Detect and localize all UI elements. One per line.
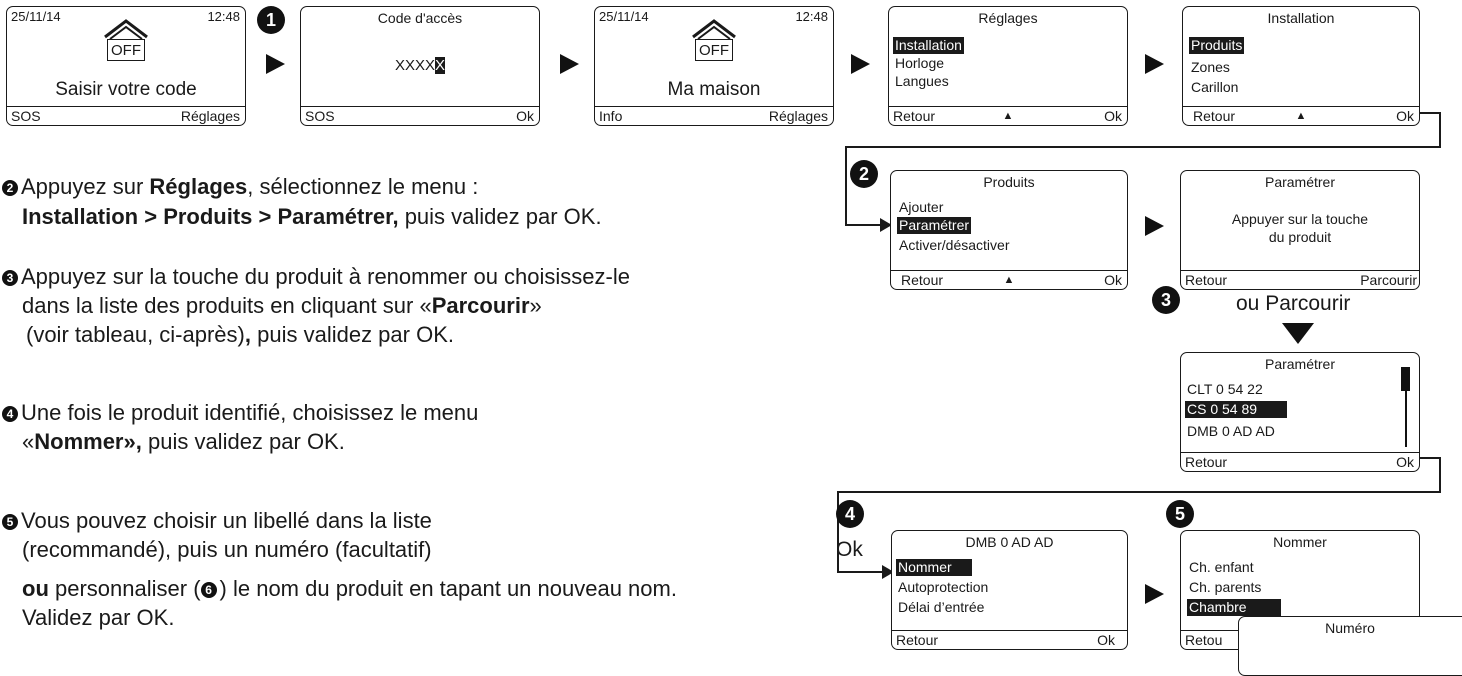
screen-message: Ma maison <box>667 79 761 100</box>
step-badge-2: 2 <box>850 160 878 188</box>
menu-item-ajouter[interactable]: Ajouter <box>899 199 944 215</box>
softkey-ok[interactable]: Ok <box>1104 108 1122 124</box>
step-4-line-1: 4 Une fois le produit identifié, choisissez le menu <box>2 398 478 427</box>
arrow-right-icon <box>1145 584 1164 604</box>
screen-title: Paramétrer <box>1264 356 1336 372</box>
step-5-line-2: (recommandé), puis un numéro (facultatif) <box>22 537 432 562</box>
menu-item-installation[interactable]: Installation <box>895 37 962 53</box>
arrow-down-icon <box>1282 323 1314 345</box>
house-roof-icon <box>103 17 149 41</box>
screen-produits <box>890 170 1128 290</box>
code-field[interactable] <box>301 57 539 74</box>
step-badge-5: 5 <box>1166 500 1194 528</box>
menu-item-langues[interactable]: Langues <box>895 73 949 89</box>
screen-title: DMB 0 AD AD <box>965 534 1054 550</box>
label-item-chambre[interactable]: Chambre <box>1187 599 1281 616</box>
screen-time: 12:48 <box>795 9 828 24</box>
arrow-right-icon <box>851 54 870 74</box>
step-3-line-1: 3 Appuyez sur la touche du produit à renommer ou choisissez-le <box>2 262 630 291</box>
ok-label: Ok <box>836 538 863 561</box>
step-2-line-2: Installation > Produits > Paramétrer, puis validez par OK. <box>22 204 602 229</box>
softkey-reglages[interactable]: Réglages <box>768 108 828 124</box>
screen-parametrer <box>1180 170 1420 290</box>
screen-dmb <box>891 530 1128 650</box>
softkey-retour[interactable]: Retour <box>896 632 939 648</box>
screen-footer <box>7 106 245 125</box>
screen-footer <box>595 106 833 125</box>
screen-title: Numéro <box>1325 620 1375 636</box>
screen-title: Code d'accès <box>377 10 463 26</box>
arrow-right-icon <box>1145 216 1164 236</box>
softkey-reglages[interactable]: Réglages <box>180 108 240 124</box>
softkey-ok[interactable]: Ok <box>1396 454 1414 470</box>
step-6-number: 6 <box>201 582 217 598</box>
screen-title: Réglages <box>978 10 1038 26</box>
softkey-ok[interactable]: Ok <box>1396 108 1414 124</box>
instruction-text-1: Appuyer sur la touche <box>1231 211 1369 227</box>
step-3-line-2: dans la liste des produits en cliquant sur «Parcourir» <box>22 293 542 318</box>
step-5-line-1: 5 Vous pouvez choisir un libellé dans la liste <box>2 506 432 535</box>
softkey-retour[interactable]: Retour <box>893 108 936 124</box>
step-2-number: 2 <box>2 180 18 196</box>
screen-footer <box>892 630 1127 649</box>
step-3-number: 3 <box>2 270 18 286</box>
off-status: OFF <box>107 39 145 61</box>
code-cursor: X <box>435 57 446 74</box>
step-3-line-3: (voir tableau, ci-après), puis validez par OK. <box>26 322 454 347</box>
scrollbar-thumb[interactable] <box>1401 367 1410 391</box>
screen-footer <box>891 270 1127 289</box>
menu-item-carillon[interactable]: Carillon <box>1191 79 1239 95</box>
step-4-line-2: «Nommer», puis validez par OK. <box>22 429 345 454</box>
menu-item-produits[interactable]: Produits <box>1191 37 1243 53</box>
up-down-arrows-icon: ▲ <box>1003 274 1015 286</box>
ou-parcourir-label: ou Parcourir <box>1236 292 1351 315</box>
step-5-line-3: ou personnaliser ( 6 ) le nom du produit en tapant un nouveau nom. <box>22 576 677 601</box>
step-badge-3: 3 <box>1152 286 1180 314</box>
screen-title: Installation <box>1267 10 1335 26</box>
softkey-parcourir[interactable]: Parcourir <box>1360 272 1417 288</box>
screen-time: 12:48 <box>207 9 240 24</box>
softkey-retour[interactable]: Retour <box>1193 108 1236 124</box>
step-5-line-4: Validez par OK. <box>22 605 175 630</box>
screen-home-maison <box>594 6 834 126</box>
step-2-line-1: 2 Appuyez sur Réglages, sélectionnez le menu : <box>2 172 478 201</box>
screen-footer <box>301 106 539 125</box>
screen-code-acces <box>300 6 540 126</box>
up-down-arrows-icon: ▲ <box>1002 110 1014 122</box>
screen-date: 25/11/14 <box>599 9 649 24</box>
screen-numero <box>1238 616 1462 676</box>
code-entered: XXXX <box>394 57 435 74</box>
softkey-ok[interactable]: Ok <box>516 108 534 124</box>
screen-title: Produits <box>983 174 1035 190</box>
softkey-retour[interactable]: Retou <box>1185 632 1223 648</box>
arrow-right-icon <box>266 54 285 74</box>
menu-item-zones[interactable]: Zones <box>1191 59 1230 75</box>
house-roof-icon <box>691 17 737 41</box>
softkey-retour[interactable]: Retour <box>1185 272 1228 288</box>
screen-title: Paramétrer <box>1264 174 1336 190</box>
screen-title: Nommer <box>1273 534 1327 550</box>
screen-message: Saisir votre code <box>55 79 197 100</box>
step-badge-4: 4 <box>836 500 864 528</box>
label-item-ch-enfant[interactable]: Ch. enfant <box>1189 559 1254 575</box>
screen-date: 25/11/14 <box>11 9 61 24</box>
menu-item-autoprotection[interactable]: Autoprotection <box>898 579 989 595</box>
product-item-cs[interactable]: CS 0 54 89 <box>1185 401 1287 418</box>
menu-item-activer[interactable]: Activer/désactiver <box>899 237 1010 253</box>
label-item-ch-parents[interactable]: Ch. parents <box>1189 579 1262 595</box>
softkey-info[interactable]: Info <box>599 108 623 124</box>
step-4-number: 4 <box>2 406 18 422</box>
up-arrow-icon: ▲ <box>1295 110 1307 122</box>
product-item-dmb[interactable]: DMB 0 AD AD <box>1187 423 1275 439</box>
softkey-ok[interactable]: Ok <box>1104 272 1122 288</box>
instruction-text-2: du produit <box>1268 229 1332 245</box>
step-badge-1: 1 <box>257 6 285 34</box>
menu-item-horloge[interactable]: Horloge <box>895 55 945 71</box>
arrow-right-icon <box>1145 54 1164 74</box>
softkey-sos[interactable]: SOS <box>305 108 335 124</box>
softkey-retour[interactable]: Retour <box>1185 454 1228 470</box>
off-status: OFF <box>695 39 733 61</box>
product-item-clt[interactable]: CLT 0 54 22 <box>1187 381 1263 397</box>
arrow-right-icon <box>560 54 579 74</box>
menu-item-nommer[interactable]: Nommer <box>896 559 972 576</box>
scrollbar-track <box>1405 391 1407 447</box>
menu-item-delai[interactable]: Délai d’entrée <box>898 599 985 615</box>
step-5-number: 5 <box>2 514 18 530</box>
softkey-retour[interactable]: Retour <box>901 272 944 288</box>
menu-item-parametrer[interactable]: Paramétrer <box>899 217 970 233</box>
softkey-ok[interactable]: Ok <box>1097 632 1115 648</box>
screen-home-code <box>6 6 246 126</box>
softkey-sos[interactable]: SOS <box>11 108 41 124</box>
screen-footer <box>1181 270 1419 289</box>
